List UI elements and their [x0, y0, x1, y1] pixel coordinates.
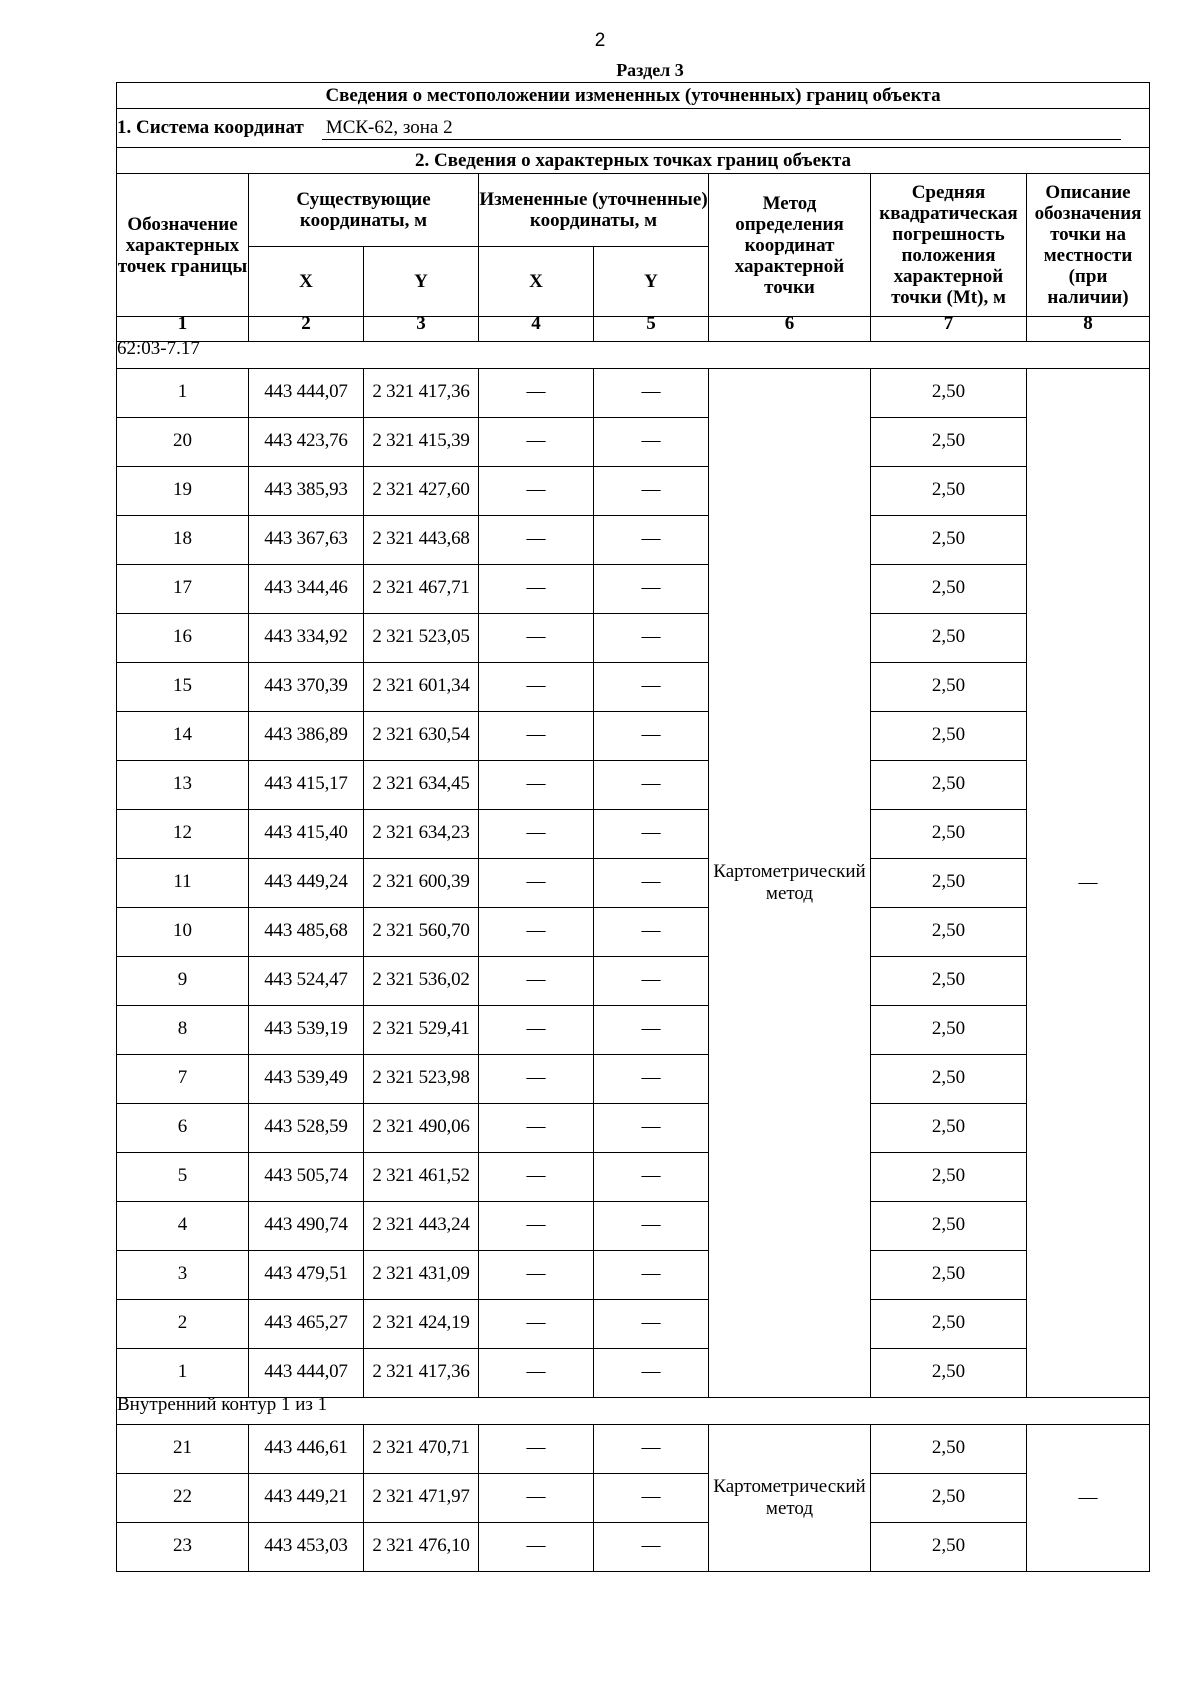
changed-x: —: [479, 565, 594, 614]
existing-x: 443 385,93: [249, 467, 364, 516]
changed-y: —: [594, 761, 709, 810]
table-row: [117, 663, 1150, 712]
existing-x: 443 479,51: [249, 1251, 364, 1300]
changed-x: —: [479, 908, 594, 957]
error-mt: 2,50: [871, 1006, 1027, 1055]
table-row: [117, 1349, 1150, 1398]
point-label: 6: [117, 1104, 249, 1153]
changed-y: —: [594, 1523, 709, 1572]
point-label: 10: [117, 908, 249, 957]
existing-y: 2 321 601,34: [364, 663, 479, 712]
existing-x: 443 446,61: [249, 1425, 364, 1474]
header-changed-x: X: [479, 247, 594, 317]
point-label: 5: [117, 1153, 249, 1202]
existing-y: 2 321 424,19: [364, 1300, 479, 1349]
coord-system-row: [117, 109, 1150, 148]
point-label: 22: [117, 1474, 249, 1523]
error-mt: 2,50: [871, 663, 1027, 712]
column-number: 1: [117, 317, 249, 342]
existing-x: 443 528,59: [249, 1104, 364, 1153]
section-title: Раздел 3: [616, 60, 684, 80]
point-label: 9: [117, 957, 249, 1006]
table-row: [117, 1523, 1150, 1572]
existing-x: 443 444,07: [249, 369, 364, 418]
point-label: 16: [117, 614, 249, 663]
error-mt: 2,50: [871, 1153, 1027, 1202]
existing-x: 443 334,92: [249, 614, 364, 663]
existing-x: 443 423,76: [249, 418, 364, 467]
changed-y: —: [594, 1153, 709, 1202]
table-row: [117, 614, 1150, 663]
existing-y: 2 321 634,23: [364, 810, 479, 859]
page-number: 2: [594, 30, 606, 51]
existing-x: 443 449,24: [249, 859, 364, 908]
changed-y: —: [594, 663, 709, 712]
table-row: [117, 1202, 1150, 1251]
changed-y: —: [594, 516, 709, 565]
error-mt: 2,50: [871, 859, 1027, 908]
changed-y: —: [594, 1202, 709, 1251]
method-cell: Картометрический метод: [709, 1425, 871, 1572]
table-row: [117, 712, 1150, 761]
existing-y: 2 321 467,71: [364, 565, 479, 614]
method-cell: Картометрический метод: [709, 369, 871, 1398]
table-row: [117, 1006, 1150, 1055]
table-row: [117, 1425, 1150, 1474]
changed-y: —: [594, 369, 709, 418]
table-row: [117, 1474, 1150, 1523]
changed-x: —: [479, 467, 594, 516]
changed-x: —: [479, 1474, 594, 1523]
boundary-points-table: [116, 82, 1150, 1572]
table-row: [117, 467, 1150, 516]
changed-y: —: [594, 1300, 709, 1349]
changed-x: —: [479, 1055, 594, 1104]
changed-y: —: [594, 908, 709, 957]
column-number: 8: [1027, 317, 1150, 342]
changed-x: —: [479, 1251, 594, 1300]
table-row: [117, 957, 1150, 1006]
changed-y: —: [594, 957, 709, 1006]
point-label: 13: [117, 761, 249, 810]
existing-y: 2 321 634,45: [364, 761, 479, 810]
error-mt: 2,50: [871, 614, 1027, 663]
changed-x: —: [479, 810, 594, 859]
changed-y: —: [594, 418, 709, 467]
changed-y: —: [594, 1104, 709, 1153]
existing-x: 443 539,49: [249, 1055, 364, 1104]
error-mt: 2,50: [871, 565, 1027, 614]
error-mt: 2,50: [871, 1349, 1027, 1398]
changed-x: —: [479, 859, 594, 908]
existing-y: 2 321 523,05: [364, 614, 479, 663]
header-changed-y: Y: [594, 247, 709, 317]
existing-y: 2 321 529,41: [364, 1006, 479, 1055]
table-row: [117, 761, 1150, 810]
existing-y: 2 321 443,68: [364, 516, 479, 565]
existing-y: 2 321 471,97: [364, 1474, 479, 1523]
column-number: 6: [709, 317, 871, 342]
point-label: 14: [117, 712, 249, 761]
point-label: 18: [117, 516, 249, 565]
column-number: 4: [479, 317, 594, 342]
changed-x: —: [479, 614, 594, 663]
error-mt: 2,50: [871, 957, 1027, 1006]
existing-y: 2 321 523,98: [364, 1055, 479, 1104]
table-row: [117, 1251, 1150, 1300]
existing-x: 443 367,63: [249, 516, 364, 565]
point-label: 21: [117, 1425, 249, 1474]
changed-y: —: [594, 614, 709, 663]
point-label: 20: [117, 418, 249, 467]
table-title: Сведения о местоположении измененных (уточненных) границ объекта: [117, 83, 1150, 109]
existing-y: 2 321 560,70: [364, 908, 479, 957]
changed-x: —: [479, 1349, 594, 1398]
existing-y: 2 321 443,24: [364, 1202, 479, 1251]
existing-x: 443 444,07: [249, 1349, 364, 1398]
point-label: 23: [117, 1523, 249, 1572]
description-cell: —: [1027, 1425, 1150, 1572]
contour-group-name: 62:03-7.17: [117, 342, 1150, 369]
changed-y: —: [594, 859, 709, 908]
changed-y: —: [594, 467, 709, 516]
point-label: 15: [117, 663, 249, 712]
error-mt: 2,50: [871, 908, 1027, 957]
existing-y: 2 321 427,60: [364, 467, 479, 516]
existing-x: 443 386,89: [249, 712, 364, 761]
changed-x: —: [479, 957, 594, 1006]
table-row: [117, 810, 1150, 859]
point-label: 8: [117, 1006, 249, 1055]
header-existing-coords: Существующие координаты, м: [249, 174, 479, 247]
point-label: 12: [117, 810, 249, 859]
changed-x: —: [479, 1006, 594, 1055]
error-mt: 2,50: [871, 1523, 1027, 1572]
table-row: [117, 1104, 1150, 1153]
table-subtitle: 2. Сведения о характерных точках границ объекта: [117, 148, 1150, 174]
error-mt: 2,50: [871, 369, 1027, 418]
header-error: Средняя квадратическая погрешность положения характерной точки (Mt), м: [871, 174, 1027, 317]
column-number: 3: [364, 317, 479, 342]
error-mt: 2,50: [871, 516, 1027, 565]
header-point: Обозначение характерных точек границы: [117, 174, 249, 317]
table-row: [117, 516, 1150, 565]
existing-y: 2 321 415,39: [364, 418, 479, 467]
existing-y: 2 321 476,10: [364, 1523, 479, 1572]
table-row: [117, 859, 1150, 908]
changed-y: —: [594, 1474, 709, 1523]
point-label: 4: [117, 1202, 249, 1251]
error-mt: 2,50: [871, 1425, 1027, 1474]
error-mt: 2,50: [871, 1202, 1027, 1251]
existing-y: 2 321 536,02: [364, 957, 479, 1006]
existing-y: 2 321 490,06: [364, 1104, 479, 1153]
table-row: [117, 369, 1150, 418]
changed-x: —: [479, 516, 594, 565]
changed-x: —: [479, 663, 594, 712]
column-number: 2: [249, 317, 364, 342]
changed-x: —: [479, 712, 594, 761]
table-row: [117, 1055, 1150, 1104]
changed-y: —: [594, 1425, 709, 1474]
existing-x: 443 415,17: [249, 761, 364, 810]
error-mt: 2,50: [871, 1251, 1027, 1300]
header-method: Метод определения координат характерной точки: [709, 174, 871, 317]
point-label: 19: [117, 467, 249, 516]
error-mt: 2,50: [871, 418, 1027, 467]
changed-y: —: [594, 712, 709, 761]
changed-x: —: [479, 1523, 594, 1572]
error-mt: 2,50: [871, 761, 1027, 810]
existing-x: 443 505,74: [249, 1153, 364, 1202]
existing-x: 443 415,40: [249, 810, 364, 859]
existing-x: 443 449,21: [249, 1474, 364, 1523]
point-label: 3: [117, 1251, 249, 1300]
coord-system-label: 1. Система координат: [117, 116, 304, 138]
error-mt: 2,50: [871, 1300, 1027, 1349]
changed-x: —: [479, 1202, 594, 1251]
existing-x: 443 453,03: [249, 1523, 364, 1572]
existing-x: 443 344,46: [249, 565, 364, 614]
contour-group-name: Внутренний контур 1 из 1: [117, 1398, 1150, 1425]
existing-y: 2 321 461,52: [364, 1153, 479, 1202]
header-description: Описание обозначения точки на местности (при наличии): [1027, 174, 1150, 317]
changed-x: —: [479, 761, 594, 810]
changed-x: —: [479, 369, 594, 418]
changed-y: —: [594, 1349, 709, 1398]
existing-x: 443 539,19: [249, 1006, 364, 1055]
column-number: 7: [871, 317, 1027, 342]
changed-x: —: [479, 1425, 594, 1474]
coord-system-value: МСК-62, зона 2: [322, 117, 1121, 140]
existing-y: 2 321 431,09: [364, 1251, 479, 1300]
header-existing-x: X: [249, 247, 364, 317]
point-label: 17: [117, 565, 249, 614]
existing-y: 2 321 417,36: [364, 369, 479, 418]
point-label: 2: [117, 1300, 249, 1349]
existing-x: 443 490,74: [249, 1202, 364, 1251]
existing-y: 2 321 630,54: [364, 712, 479, 761]
changed-y: —: [594, 565, 709, 614]
changed-y: —: [594, 1006, 709, 1055]
column-number: 5: [594, 317, 709, 342]
error-mt: 2,50: [871, 1104, 1027, 1153]
table-row: [117, 1153, 1150, 1202]
changed-x: —: [479, 1153, 594, 1202]
changed-x: —: [479, 1104, 594, 1153]
point-label: 7: [117, 1055, 249, 1104]
existing-x: 443 485,68: [249, 908, 364, 957]
header-changed-coords: Измененные (уточненные) координаты, м: [479, 174, 709, 247]
changed-x: —: [479, 418, 594, 467]
existing-x: 443 524,47: [249, 957, 364, 1006]
error-mt: 2,50: [871, 1055, 1027, 1104]
existing-y: 2 321 417,36: [364, 1349, 479, 1398]
existing-y: 2 321 470,71: [364, 1425, 479, 1474]
existing-x: 443 370,39: [249, 663, 364, 712]
header-existing-y: Y: [364, 247, 479, 317]
table-row: [117, 418, 1150, 467]
table-row: [117, 908, 1150, 957]
point-label: 11: [117, 859, 249, 908]
error-mt: 2,50: [871, 467, 1027, 516]
error-mt: 2,50: [871, 1474, 1027, 1523]
point-label: 1: [117, 1349, 249, 1398]
existing-x: 443 465,27: [249, 1300, 364, 1349]
table-row: [117, 1300, 1150, 1349]
point-label: 1: [117, 369, 249, 418]
error-mt: 2,50: [871, 712, 1027, 761]
changed-y: —: [594, 1055, 709, 1104]
changed-y: —: [594, 810, 709, 859]
description-cell: —: [1027, 369, 1150, 1398]
changed-y: —: [594, 1251, 709, 1300]
changed-x: —: [479, 1300, 594, 1349]
existing-y: 2 321 600,39: [364, 859, 479, 908]
table-row: [117, 565, 1150, 614]
error-mt: 2,50: [871, 810, 1027, 859]
